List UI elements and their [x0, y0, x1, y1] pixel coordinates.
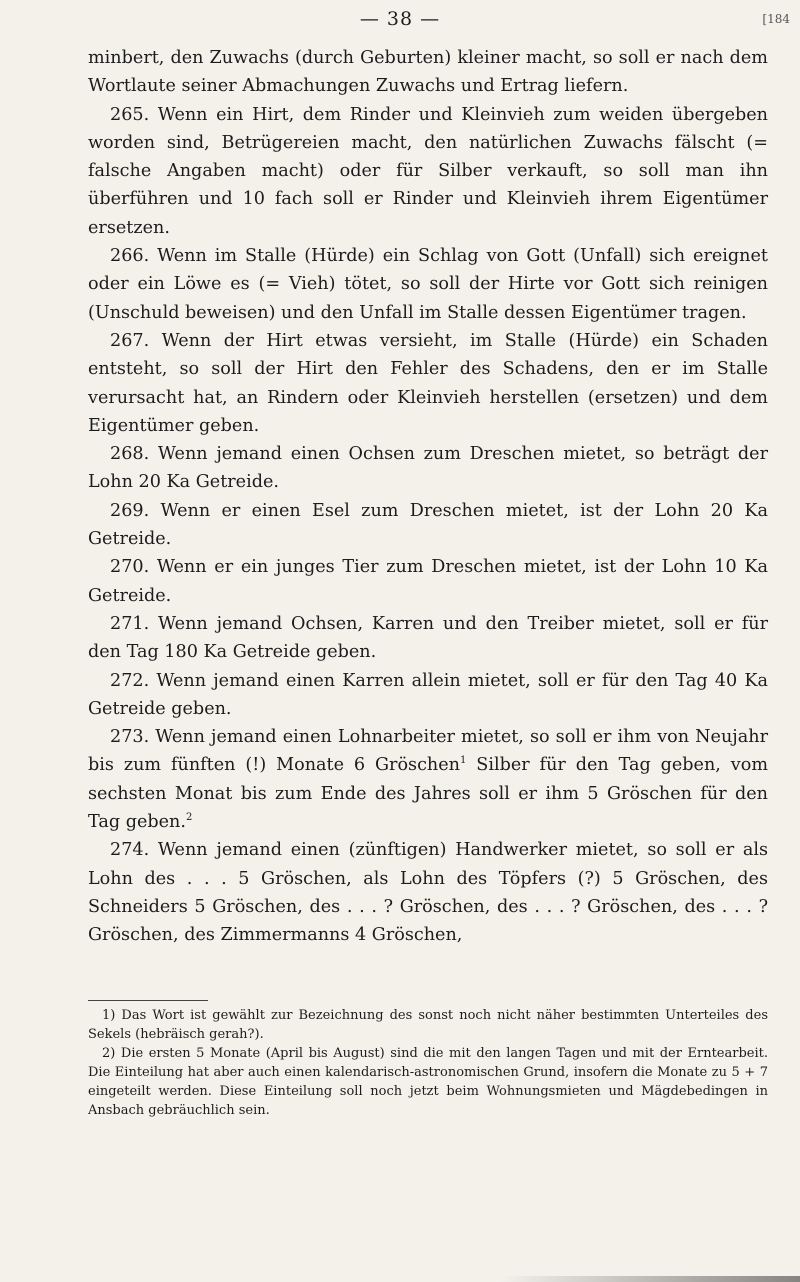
- paragraph-266: 266. Wenn im Stalle (Hürde) ein Schlag von Gott (Unfall) sich ereignet oder ein Löwe es (= Vieh) tötet, so soll der Hirte vor Gott sich reinigen (Unschuld beweisen) und den Unfall im Stalle dessen Eigentümer tragen.: [88, 246, 768, 323]
- page-number: — 38 —: [359, 8, 441, 30]
- paragraph-269: 269. Wenn er einen Esel zum Dreschen mietet, ist der Lohn 20 Ka Getreide.: [88, 500, 768, 550]
- paragraph-continued: minbert, den Zuwachs (durch Geburten) kleiner macht, so soll er nach dem Wortlaute seiner Abmachungen Zuwachs und Ertrag liefern.: [88, 48, 768, 97]
- footnote-mark-2[interactable]: 2: [186, 812, 193, 824]
- paragraph-268: 268. Wenn jemand einen Ochsen zum Dreschen mietet, so beträgt der Lohn 20 Ka Getreide.: [88, 444, 768, 493]
- paragraph-273: [88, 723, 768, 836]
- body-text: [88, 44, 768, 950]
- footnote-mark-1[interactable]: 1: [460, 755, 467, 767]
- paragraph-267: 267. Wenn der Hirt etwas versieht, im Stalle (Hürde) ein Schaden entsteht, so soll der Hirt den Fehler des Schadens, den er im Stalle verursacht hat, an Rindern oder Kleinvieh herstellen (ersetzen) und dem Eigentümer geben.: [88, 330, 768, 436]
- footnotes: [88, 1006, 768, 1120]
- page-code: [184: [762, 12, 790, 26]
- paragraph-265: 265. Wenn ein Hirt, dem Rinder und Kleinvieh zum weiden übergeben worden sind, Betrügereien macht, den natürlichen Zuwachs fälscht (= falsche Angaben macht) oder für Silber verkauft, so soll man ihn überführen und 10 fach soll er Rinder und Kleinvieh ihrem Eigentümer ersetzen.: [88, 104, 768, 238]
- footnote-divider: [88, 1000, 208, 1001]
- page-edge-shadow: [500, 1276, 800, 1282]
- page-header: [0, 8, 800, 38]
- paragraph-271: 271. Wenn jemand Ochsen, Karren und den Treiber mietet, soll er für den Tag 180 Ka Getreide geben.: [88, 613, 768, 663]
- paragraph-270: 270. Wenn er ein junges Tier zum Dreschen mietet, ist der Lohn 10 Ka Getreide.: [88, 557, 768, 606]
- paragraph-272: 272. Wenn jemand einen Karren allein mietet, soll er für den Tag 40 Ka Getreide geben.: [88, 670, 768, 719]
- paragraph-273-part-2: Silber für den Tag geben, vom sechsten Monat bis zum Ende des Jahres soll er ihm 5 Gröschen für den Tag geben.: [88, 755, 769, 833]
- footnote-2: 2) Die ersten 5 Monate (April bis August) sind die mit den langen Tagen und mit der Erntearbeit. Die Einteilung hat aber auch einen kalendarisch-astronomischen Grund, insofern die Monate zu 5 + 7 eingeteilt werden. Diese Einteilung soll noch jetzt beim Wohnungsmieten und Mägdebedingen in Ansbach gebräuchlich sein.: [88, 1046, 768, 1118]
- paragraph-274: 274. Wenn jemand einen (zünftigen) Handwerker mietet, so soll er als Lohn des . . . 5 Gröschen, als Lohn des Töpfers (?) 5 Gröschen, des Schneiders 5 Gröschen, des . . . ? Gröschen, des . . . ? Gröschen, des . . . ? Gröschen, des Zimmermanns 4 Gröschen,: [88, 840, 768, 946]
- footnote-1: 1) Das Wort ist gewählt zur Bezeichnung des sonst noch nicht näher bestimmten Unterteiles des Sekels (hebräisch gerah?).: [88, 1008, 768, 1042]
- paragraph-273-part-1: 273. Wenn jemand einen Lohnarbeiter mietet, so soll er ihm von Neujahr bis zum fünften (!) Monate 6 Gröschen: [88, 727, 768, 776]
